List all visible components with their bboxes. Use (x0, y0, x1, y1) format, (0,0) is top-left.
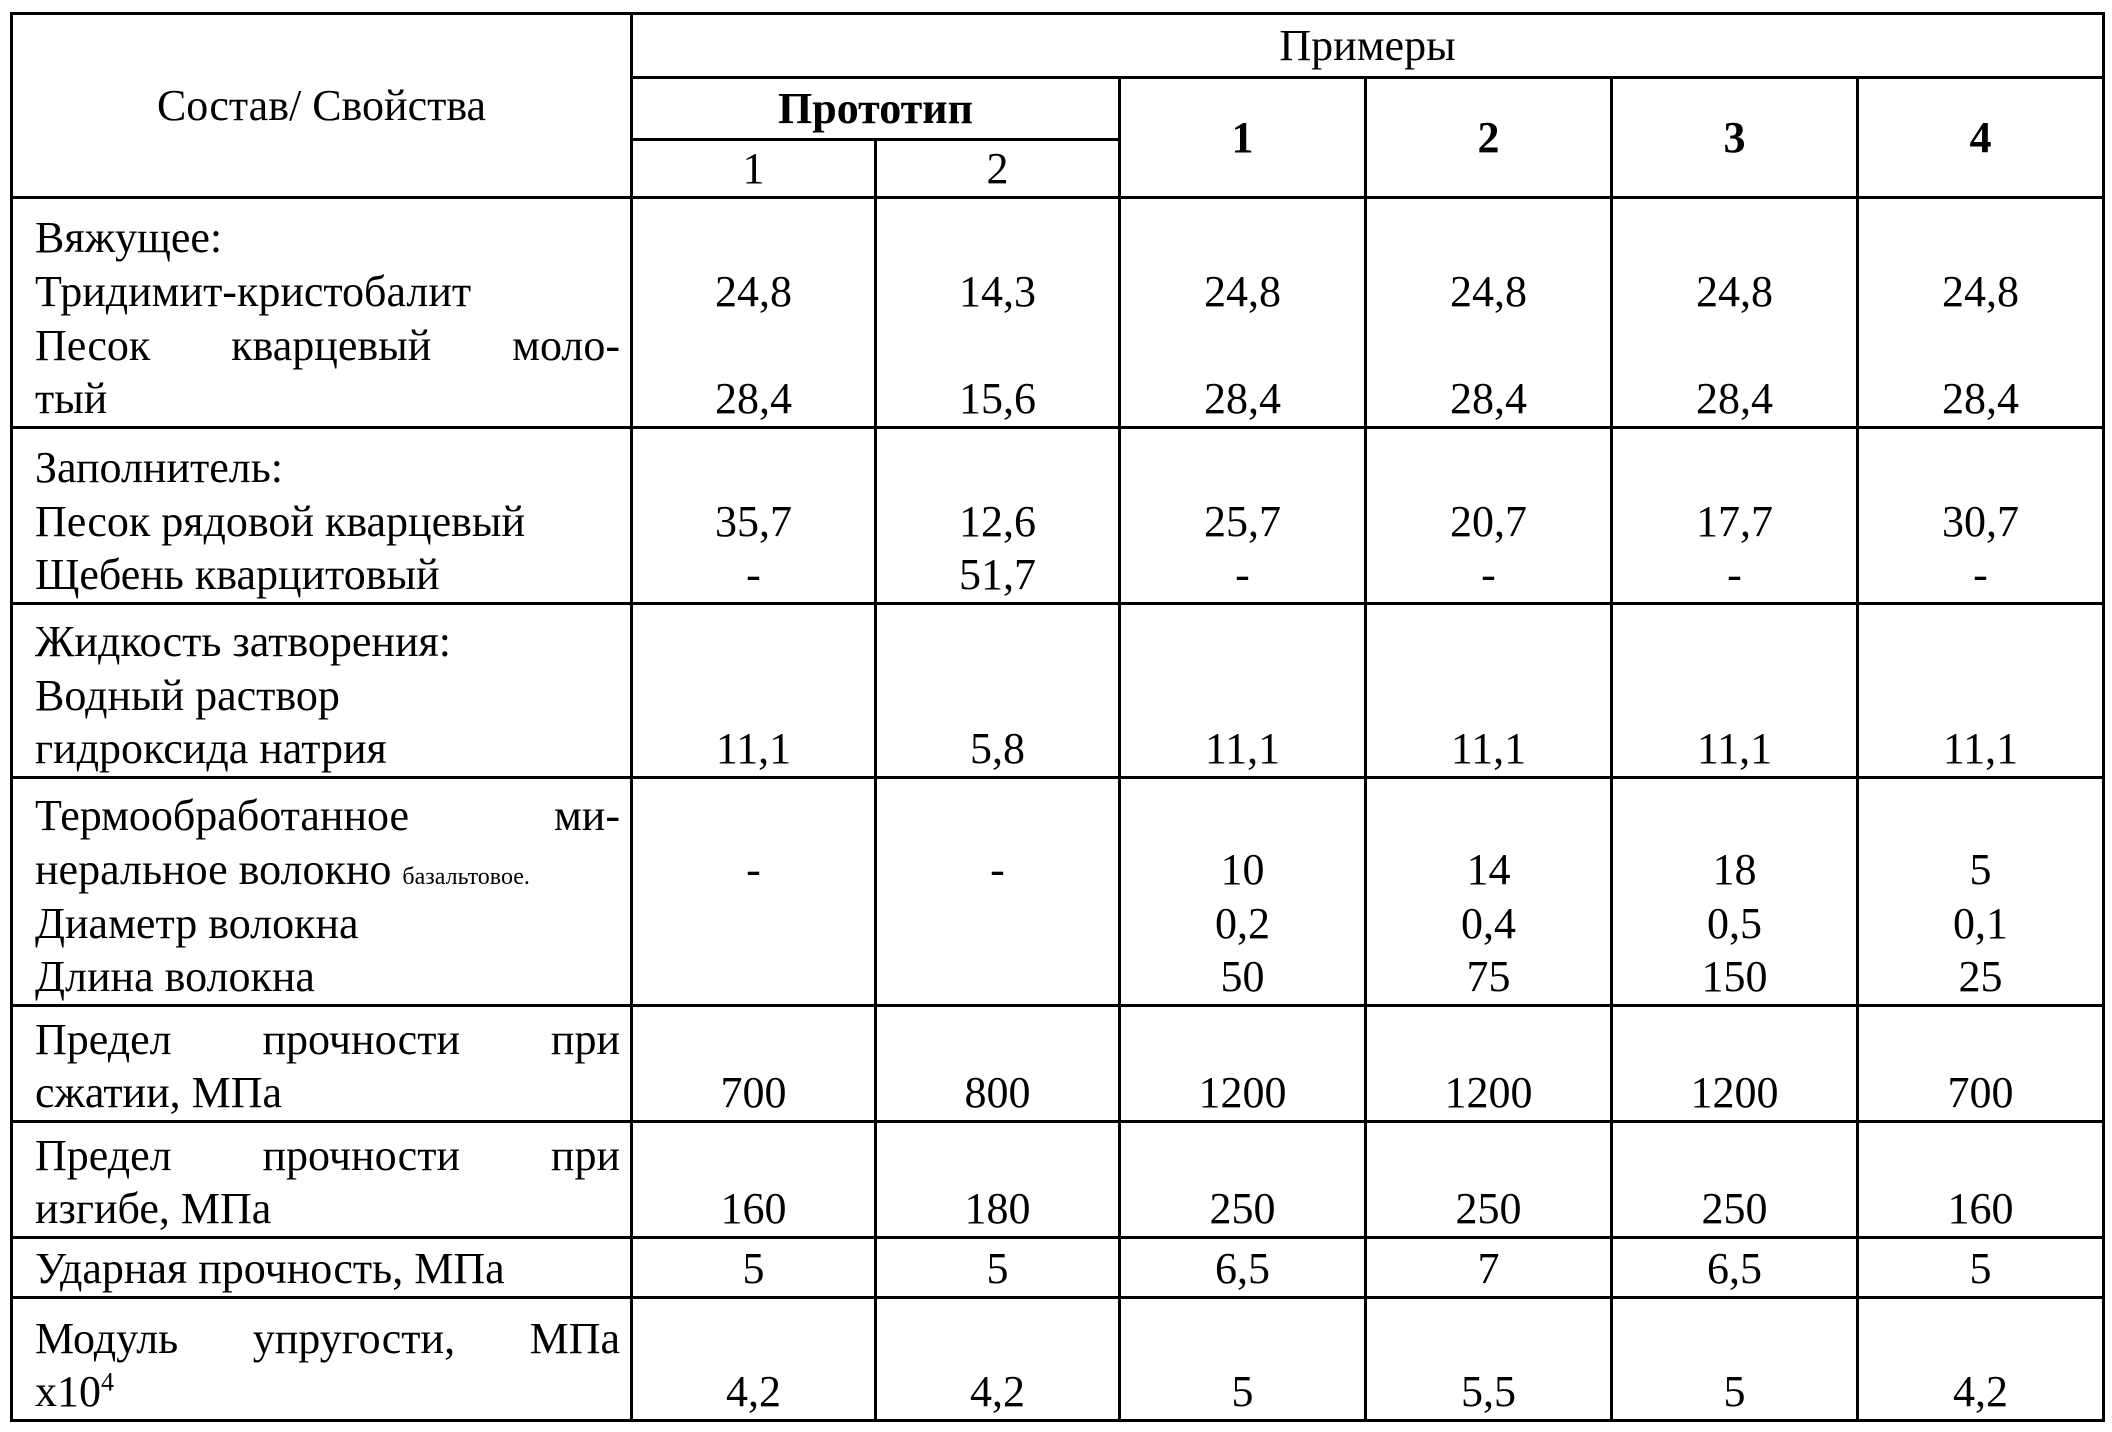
value: 28,4 (715, 374, 792, 424)
table-row (12, 604, 2104, 778)
value: 24,8 (1204, 266, 1281, 316)
value: 0,5 (1707, 898, 1762, 948)
value-cell: 4,2 (876, 1298, 1120, 1421)
table-row (12, 428, 2104, 604)
value: 5,8 (970, 724, 1025, 774)
row-label (12, 1006, 632, 1122)
value-cell: 7 (1366, 1238, 1612, 1298)
value: - (1973, 550, 1988, 600)
value: 28,4 (1450, 374, 1527, 424)
value: 0,1 (1953, 898, 2008, 948)
value-cell (1858, 198, 2104, 428)
value: 28,4 (1204, 374, 1281, 424)
row-label (12, 1238, 632, 1298)
value-cell: 5 (1858, 1238, 2104, 1298)
value: 150 (1701, 952, 1768, 1002)
example-2-header: 2 (1366, 78, 1612, 198)
row-label (12, 604, 632, 778)
label-line: сжатии, МПа (35, 1068, 283, 1118)
value-cell (1120, 778, 1366, 1006)
value-cell: 4,2 (632, 1298, 876, 1421)
table-row (12, 1238, 2104, 1298)
example-1-header: 1 (1120, 78, 1366, 198)
value: 11,1 (715, 724, 792, 774)
value-cell: 160 (1858, 1122, 2104, 1238)
label-line: Заполнитель: (35, 442, 284, 492)
row-label (12, 1122, 632, 1238)
value: 11,1 (1942, 724, 2019, 774)
value-cell: 5 (1120, 1298, 1366, 1421)
value-cell: 5 (876, 1238, 1120, 1298)
label-line: Песок рядовой кварцевый (35, 496, 526, 546)
value-cell (1366, 428, 1612, 604)
value: 25 (1958, 952, 2003, 1002)
value-cell: 5 (632, 1238, 876, 1298)
label-line: Ударная прочность, МПа (35, 1244, 505, 1294)
value: 11,1 (1204, 724, 1281, 774)
value-cell: 1200 (1366, 1006, 1612, 1122)
value-cell (1612, 604, 1858, 778)
value-cell (1612, 778, 1858, 1006)
row-label (12, 428, 632, 604)
label-line: неральное волокно (35, 844, 392, 894)
label-line: Предел прочности при (35, 1130, 620, 1180)
label-line: Щебень кварцитовый (35, 550, 440, 600)
value-cell: 700 (632, 1006, 876, 1122)
value: - (746, 844, 761, 894)
value-cell: 1200 (1612, 1006, 1858, 1122)
value: 18 (1712, 844, 1757, 894)
label-line: Вяжущее: (35, 213, 223, 263)
value: 5 (1969, 844, 1992, 894)
label-line: изгибе, МПа (35, 1184, 272, 1234)
value: 25,7 (1204, 496, 1281, 546)
example-4-header: 4 (1858, 78, 2104, 198)
value-cell: 250 (1120, 1122, 1366, 1238)
value-cell (1366, 198, 1612, 428)
example-3-header: 3 (1612, 78, 1858, 198)
value: 35,7 (715, 496, 792, 546)
label-line: Термообработанное ми- (35, 791, 620, 841)
value-cell: 1200 (1120, 1006, 1366, 1122)
value: 0,4 (1461, 898, 1516, 948)
value: 14,3 (959, 266, 1036, 316)
modulus-exponent: 4 (101, 1367, 114, 1397)
value: 14 (1466, 844, 1511, 894)
value-cell: 160 (632, 1122, 876, 1238)
value: 10 (1220, 844, 1265, 894)
value-cell: 800 (876, 1006, 1120, 1122)
value-cell (1120, 198, 1366, 428)
value: 11,1 (1450, 724, 1527, 774)
prototype-2-header: 2 (876, 140, 1120, 198)
value: - (746, 550, 761, 600)
value-cell (1120, 428, 1366, 604)
value-cell (1366, 778, 1612, 1006)
value-cell (876, 604, 1120, 778)
table-row (12, 1122, 2104, 1238)
value-cell: 250 (1612, 1122, 1858, 1238)
row-label (12, 1298, 632, 1421)
value-cell (632, 778, 876, 1006)
label-line: Модуль упругости, МПа (35, 1313, 620, 1363)
value-cell (1366, 604, 1612, 778)
row-label (12, 198, 632, 428)
value-cell: 250 (1366, 1122, 1612, 1238)
table-row (12, 1006, 2104, 1122)
value-cell (1858, 778, 2104, 1006)
value: 17,7 (1696, 496, 1773, 546)
value-cell: 5,5 (1366, 1298, 1612, 1421)
value: 12,6 (959, 496, 1036, 546)
value: - (990, 844, 1005, 894)
value: - (1727, 550, 1742, 600)
value-cell (1858, 428, 2104, 604)
value-cell (632, 604, 876, 778)
label-line: Длина волокна (35, 952, 315, 1002)
value-cell (1120, 604, 1366, 778)
value: 20,7 (1450, 496, 1527, 546)
value: 24,8 (715, 266, 792, 316)
value: - (1481, 550, 1496, 600)
label-line: Диаметр волокна (35, 898, 359, 948)
label-line: Водный раствор (35, 670, 340, 720)
properties-table (10, 12, 2105, 1422)
value-cell (876, 428, 1120, 604)
label-line: Жидкость затворения: (35, 616, 451, 666)
fiber-note: базальтовое. (402, 863, 530, 890)
value: 24,8 (1450, 266, 1527, 316)
value: 24,8 (1942, 266, 2019, 316)
value-cell (632, 428, 876, 604)
prototype-1-header: 1 (632, 140, 876, 198)
value-cell: 5 (1612, 1298, 1858, 1421)
value-cell: 180 (876, 1122, 1120, 1238)
value: 50 (1220, 952, 1265, 1002)
table-row (12, 1298, 2104, 1421)
label-line: Предел прочности при (35, 1014, 620, 1064)
table-row (12, 778, 2104, 1006)
value-cell (1858, 604, 2104, 778)
value: 0,2 (1215, 898, 1270, 948)
label-line: тый (35, 374, 108, 424)
label-line: x10 (35, 1367, 101, 1417)
value-cell (632, 198, 876, 428)
value-cell (1612, 198, 1858, 428)
value: 51,7 (959, 550, 1036, 600)
value: 28,4 (1942, 374, 2019, 424)
value-cell (876, 198, 1120, 428)
value-cell: 4,2 (1858, 1298, 2104, 1421)
value: 30,7 (1942, 496, 2019, 546)
examples-header: Примеры (632, 14, 2104, 78)
value: 15,6 (959, 374, 1036, 424)
label-line: Песок кварцевый моло- (35, 320, 620, 370)
value-cell: 6,5 (1120, 1238, 1366, 1298)
property-column-header: Состав/ Свойства (12, 14, 632, 198)
value: 24,8 (1696, 266, 1773, 316)
value-cell: 6,5 (1612, 1238, 1858, 1298)
value: 75 (1466, 952, 1511, 1002)
row-label (12, 778, 632, 1006)
label-line: гидроксида натрия (35, 724, 387, 774)
value-cell (1612, 428, 1858, 604)
value-cell (876, 778, 1120, 1006)
value: 11,1 (1696, 724, 1773, 774)
prototype-header: Прототип (632, 78, 1120, 140)
value-cell: 700 (1858, 1006, 2104, 1122)
value: 28,4 (1696, 374, 1773, 424)
table-row (12, 198, 2104, 428)
label-line: Тридимит-кристобалит (35, 266, 472, 316)
value: - (1235, 550, 1250, 600)
